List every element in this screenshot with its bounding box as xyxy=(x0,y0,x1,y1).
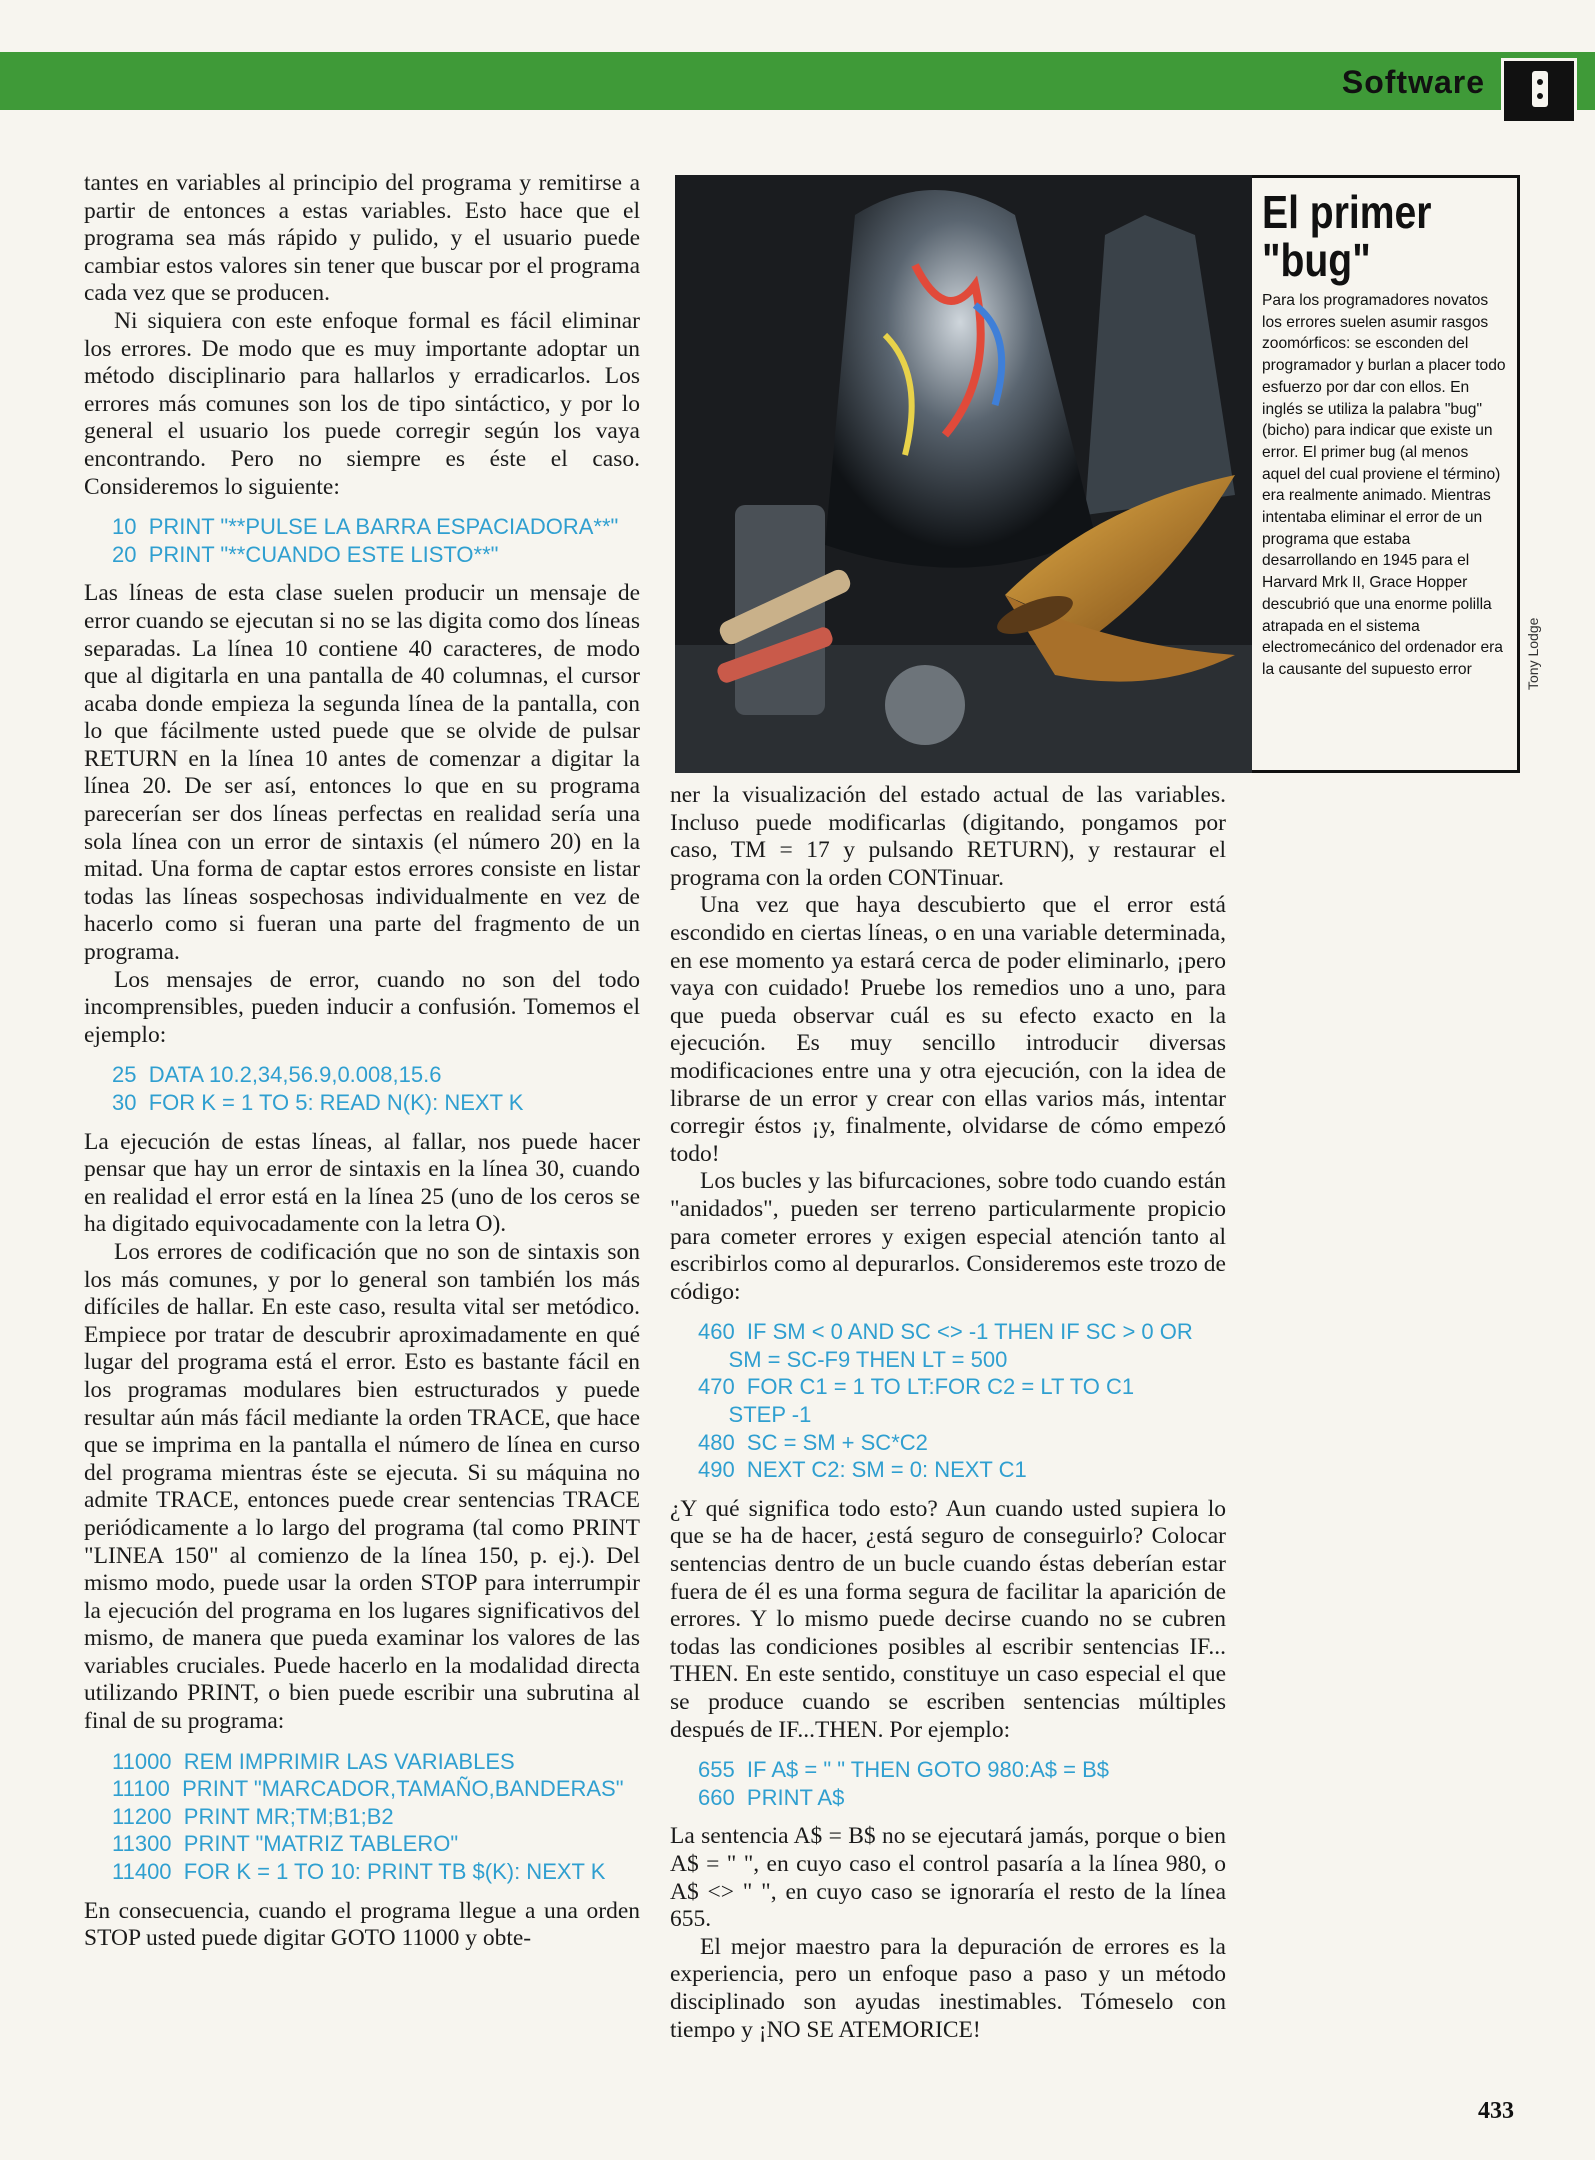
sidebar-text: Para los programadores novatos los errores suelen asumir rasgos zoomórficos: se esconden del programador y burlan a placer todo esfuerzo por dar con ellos. En inglés se utiliza la palabra "bug" (bicho) para indicar que existe un error. El primer bug (al menos aquel del cual proviene el término) era realmente animado. Mientras intentaba eliminar el error de un programa que estaba desarrollando en 1945 para el Harvard Mrk II, Grace Hopper descubrió que una enorme polilla atrapada en el sistema electromecánico del ordenador era la causante del supuesto error xyxy=(1262,292,1506,678)
paragraph: Las líneas de esta clase suelen producir un mensaje de error cuando se ejecutan si no se las digita como dos líneas separadas. La línea 10 contiene 40 caracteres, de modo que al digitarla en una pantalla de 40 columnas, el cursor acaba donde empieza la segunda línea de la pantalla, con lo que fácilmente usted puede que se olvide de pulsar RETURN en la línea 10 antes de comenzar a digitar la línea 20. De ser así, entonces lo que en su programa parecerían ser dos líneas perfectas en realidad sería una sola línea con un error de sintaxis (el número 20) en la mitad. Una forma de captar estos errores consiste en listar todas las líneas sospechosas individualmente en vez de hacerlo como si fueran una parte del fragmento de un programa. xyxy=(84,580,640,966)
paragraph: Los errores de codificación que no son de sintaxis son los más comunes, y por lo general son también los más difíciles de hallar. En este caso, resulta vital ser metódico. Empiece por tratar de descubrir aproximadamente en qué lugar del programa está el error. Esto es bastante fácil en los programas modulares bien estructurados y puede resultar aún más fácil mediante la orden TRACE, que hace que se imprima en la pantalla el número de línea en curso del programa mientras éste se ejecuta. Si su máquina no admite TRACE, entonces puede crear sentencias TRACE periódicamente a lo largo del programa (tal como PRINT "LINEA 150" al comienzo de la línea 150, p. ej.). Del mismo modo, puede usar la orden STOP para interrumpir la ejecución del programa en los lugares significativos del mismo, de manera que pueda examinar los valores de las variables cruciales. Puede hacerlo en la modalidad directa utilizando PRINT, o bien puede escribir una subrutina al final de su programa: xyxy=(84,1238,640,1735)
column-left xyxy=(84,170,640,1953)
paragraph: La ejecución de estas líneas, al fallar, nos puede hacer pensar que hay un error de sintaxis en la línea 30, cuando en realidad el error está en la línea 25 (uno de los ceros se ha digitado equivocadamente con la letra O). xyxy=(84,1128,640,1238)
paragraph: Los bucles y las bifurcaciones, sobre todo cuando están "anidados", pueden ser terreno particularmente propicio para cometer errores y exigen especial atención tanto al escribirlos como al depurarlos. Consideremos este trozo de código: xyxy=(670,1168,1226,1305)
paragraph: tantes en variables al principio del programa y remitirse a partir de entonces a estas variables. Esto hace que el programa sea más rápido y pulido, y el usuario puede cambiar estos valores sin tener que buscar por el programa cada vez que se producen. xyxy=(84,170,640,307)
code-listing: 11000 REM IMPRIMIR LAS VARIABLES 11100 PRINT "MARCADOR,TAMAÑO,BANDERAS" 11200 PRINT MR;TM;B1;B2 11300 PRINT "MATRIZ TABLERO" 11400 FOR K = 1 TO 10: PRINT TB $(K): NEXT K xyxy=(112,1748,624,1885)
paragraph: En consecuencia, cuando el programa llegue a una orden STOP usted puede digitar GOTO 11000 y obte- xyxy=(84,1897,640,1952)
code-listing: 10 PRINT "**PULSE LA BARRA ESPACIADORA**" 20 PRINT "**CUANDO ESTE LISTO**" xyxy=(112,514,619,567)
moth-vacuum-tube-illustration xyxy=(675,175,1265,773)
paragraph: El mejor maestro para la depuración de errores es la experiencia, pero un enfoque paso a paso y un método disciplinado son ayudas inestimables. Tómeselo con tiempo y ¡NO SE ATEMORICE! xyxy=(670,1933,1226,2043)
paragraph: La sentencia A$ = B$ no se ejecutará jamás, porque o bien A$ = " ", en cuyo caso el control pasaría a la línea 980, o A$ <> " ", en cuyo caso se ignoraría el resto de la línea 655. xyxy=(670,1823,1226,1933)
paragraph: Una vez que haya descubierto que el error está escondido en ciertas líneas, o en una variable determinada, en ese momento ya estará cerca de poder eliminarlo, ¡pero vaya con cuidado! Pruebe los remedios uno a uno, para que pueda observar cuál es su efecto exacto en la ejecución. Es muy sencillo introducir diversas modificaciones entre una y otra ejecución, con la idea de librarse de un error y crear con ellas varios más, intentar corregir éstos ¡y, finalmente, olvidarse de cómo empezó todo! xyxy=(670,892,1226,1167)
section-title: Software xyxy=(1341,64,1485,100)
sidebar-title: El primer "bug" xyxy=(1262,186,1432,286)
page-number: 433 xyxy=(1478,2098,1514,2124)
code-listing: 460 IF SM < 0 AND SC <> -1 THEN IF SC > 0 OR SM = SC-F9 THEN LT = 500 470 FOR C1 = 1 TO LT:FOR C2 = LT TO C1 STEP -1 480 SC = SM + SC*C2 490 NEXT C2: SM = 0: NEXT C1 xyxy=(698,1319,1193,1483)
sidebar-box xyxy=(1252,175,1520,773)
paragraph: ¿Y qué significa todo esto? Aun cuando usted supiera lo que se ha de hacer, ¿está seguro de conseguirlo? Colocar sentencias dentro de un bucle cuando éstas deberían estar fuera de él es una forma segura de facilitar la aparición de errores. Y lo mismo puede decirse cuando no se cubren todas las condiciones posibles al escribir sentencias IF... THEN. En este sentido, constituye un caso especial el que se produce cuando se escriben sentencias múltiples después de IF...THEN. Por ejemplo: xyxy=(670,1495,1226,1743)
column-right xyxy=(670,782,1226,2044)
code-listing: 655 IF A$ = " " THEN GOTO 980:A$ = B$ 660 PRINT A$ xyxy=(698,1757,1110,1810)
paragraph: Los mensajes de error, cuando no son del todo incomprensibles, pueden inducir a confusión. Tomemos el ejemplo: xyxy=(84,966,640,1048)
photo-credit: Tony Lodge xyxy=(1525,617,1541,690)
code-listing: 25 DATA 10.2,34,56.9,0.008,15.6 30 FOR K = 1 TO 5: READ N(K): NEXT K xyxy=(112,1062,524,1115)
paragraph: Ni siquiera con este enfoque formal es fácil eliminar los errores. De modo que es muy importante adoptar un método disciplinario para hallarlos y erradicarlos. Los errores más comunes son los de tipo sintáctico, y por lo general el usuario los puede corregir según los vaya encontrando. Pero no siempre es éste el caso. Consideremos lo siguiente: xyxy=(84,307,640,500)
paragraph: ner la visualización del estado actual de las variables. Incluso puede modificarlas (digitando, pongamos por caso, TM = 17 y pulsando RETURN), y restaurar el programa con la orden CONTinuar. xyxy=(670,782,1226,891)
keyhole-icon xyxy=(1501,58,1577,124)
